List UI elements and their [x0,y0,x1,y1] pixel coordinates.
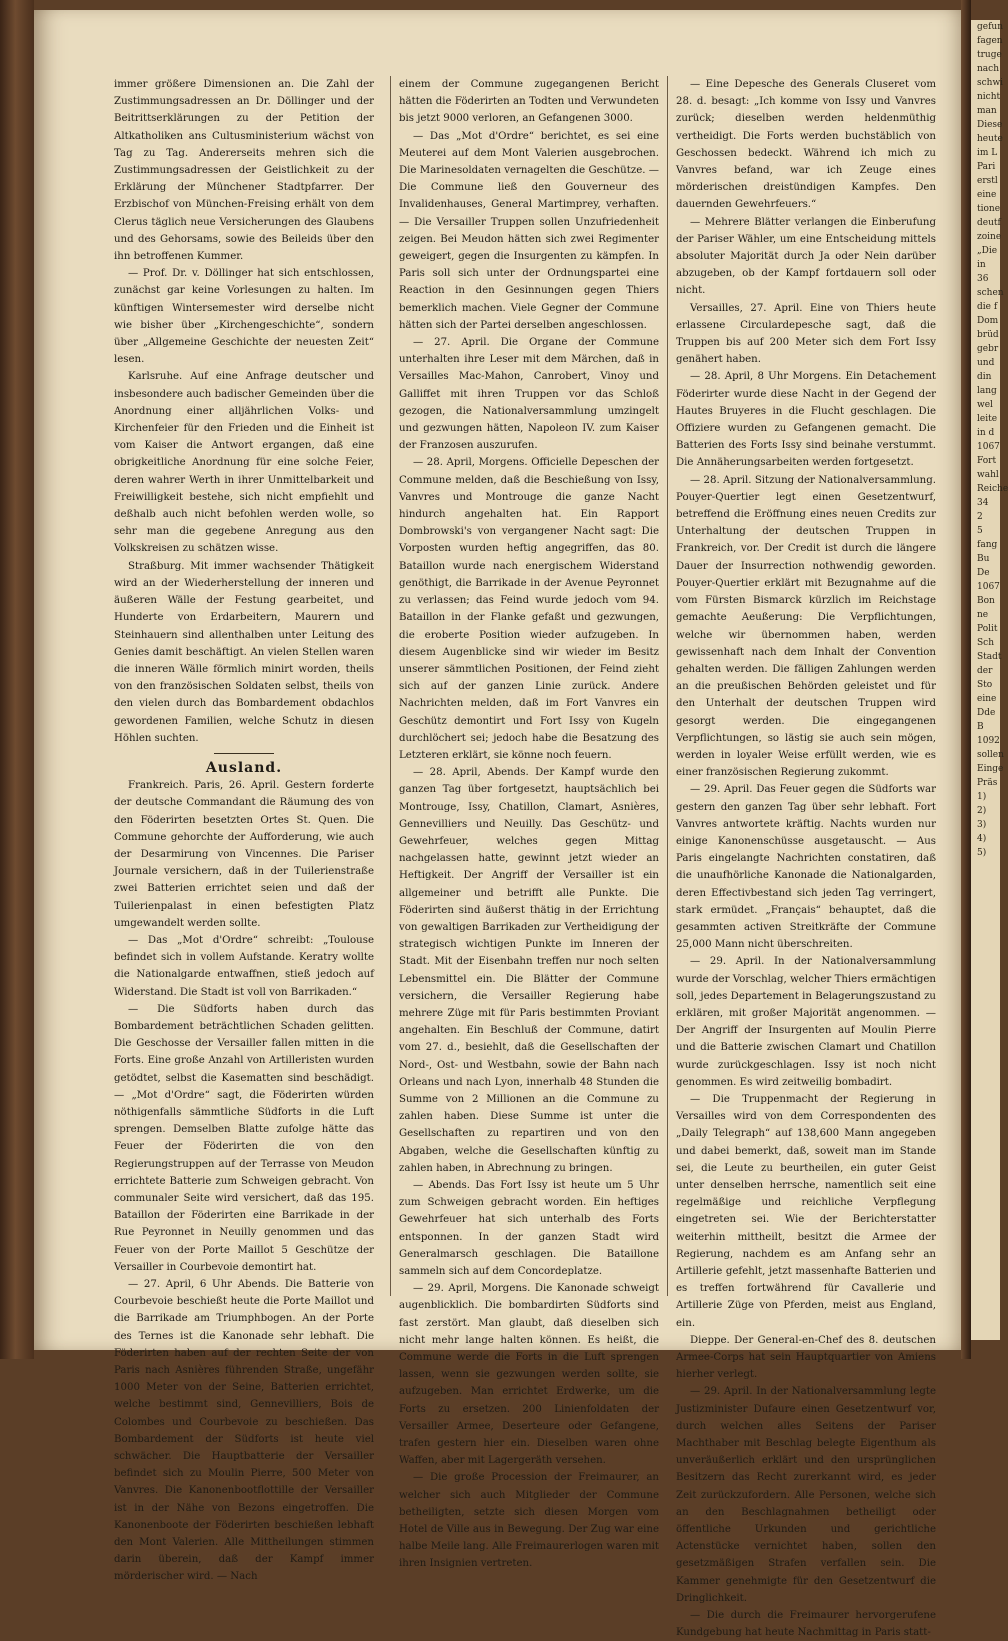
adjacent-page-fragment: Einge [977,764,1004,774]
adjacent-page-fragment: gebr [977,344,999,354]
adjacent-page-fragment: Pari [977,162,996,172]
divider [214,753,274,754]
paragraph: Frankreich. Paris, 26. April. Gestern forderte der deutsche Commandant die Räumung des von den Föderirten besetzten Ortes St. Quen. Die Commune gehorchte der Aufforderung, wie auch der Desarmirung von Vincennes. Die Pariser Journale versichern, daß in der Tuilerienstraße zwei Batterien errichtet seien und daß der Tuilerienpalast in einen befestigten Platz umgewandelt werden sollte. [114,780,374,929]
newspaper-page [34,10,961,1639]
paragraph: — 29. April. In der Nationalversammlung legte Justizminister Dufaure einen Gesetzentwurf vor, durch welchen alles Seitens der Pariser Machthaber mit Beschlag belegte Eigenthum als unveräußerlich erklärt und den ursprünglichen Besitzern das Recht zurerkannt wird, es jeder Zeit zurückzufordern. Alle Personen, welche sich an den Beschlagnahmen betheiligt oder öffentliche Urkunden und gerichtliche Actenstücke vernichtet haben, sollen den gesetzmäßigen Strafen verfallen sein. Die Kammer genehmigte für den Gesetzentwurf die Dringlichkeit. [676,1386,936,1604]
adjacent-page-fragment: 5 [977,526,983,536]
adjacent-page-fragment: 5) [977,848,987,858]
adjacent-page-fragment: gefun [977,22,1004,32]
adjacent-page-fragment: brüd [977,330,999,340]
paragraph: — 27. April. Die Organe der Commune unterhalten ihre Leser mit dem Märchen, daß in Versailles Mac-Mahon, Canrobert, Vinoy und Galliffet mit ihren Truppen vor das Schloß gezogen, die Nationalversammlung umzingelt und gezwungen hätten, Napoleon IV. zum Kaiser der Franzosen auszurufen. [399,337,659,452]
adjacent-page-fragment: schen [977,288,1004,298]
adjacent-page-fragment: Stadt [977,652,1002,662]
paragraph: — 28. April, Abends. Der Kampf wurde den ganzen Tag über fortgesetzt, hauptsächlich bei Montrouge, Issy, Chatillon, Clamart, Asnières, Gennevilliers und Neuilly. Das Geschütz- und Gewehrfeuer, welches gegen Mittag nachgelassen hatte, gewinnt jetzt wieder an Heftigkeit. Der Angriff der Versailler ist ein allgemeiner und betrifft alle Punkte. Die Föderirten sind äußerst thätig in der Errichtung von gewaltigen Barrikaden zur Vertheidigung der strategisch wichtigen Punkte im Inneren der Stadt. Mit der Eisenbahn treffen nur noch selten Lebensmittel ein. Die Blätter der Commune versichern, die Versailler Regierung habe mehrere Züge mit für Paris bestimmten Proviant angehalten. Ein Beschluß der Commune, datirt vom 27. d., besiehlt, daß die Gesellschaften der Nord-, Ost- und Westbahn, sowie der Bahn nach Orleans und nach Lyon, innerhalb 48 Stunden die Summe von 2 Millionen an die Commune zu zahlen haben. Diese Summe ist unter die Gesellschaften zu repartiren und von den Abgaben, welche die Gesellschaften künftig zu zahlen haben, in Abrechnung zu bringen. [399,767,659,1174]
paragraph: — 29. April, Morgens. Die Kanonade schweigt augenblicklich. Die bombardirten Südforts sind fast zerstört. Man glaubt, daß dieselben sich nicht mehr lange halten können. Es heißt, die Commune werde die Forts in die Luft sprengen lassen, wenn sie gezwungen werden sollte, sie aufzugeben. Man errichtet Erdwerke, um die Forts zu ersetzen. 200 Linienfoldaten der Versailler Armee, Deserteure oder Gefangene, trafen gestern hier ein. Dieselben waren ohne Waffen, aber mit Lagergeräth versehen. [399,1283,659,1467]
adjacent-page-fragment: und [977,358,995,368]
adjacent-page-fragment: nach [977,64,999,74]
column-3 [676,76,936,1639]
adjacent-page-fragment: tione [977,204,1001,214]
adjacent-page-fragment: Präs [977,778,998,788]
adjacent-page-fragment: 36 [977,274,989,284]
adjacent-page-fragment: nicht [977,92,1001,102]
column-rule [390,76,391,1296]
paragraph: Dieppe. Der General-en-Chef des 8. deutschen Armee-Corps hat sein Hauptquartier von Amiens hierher verlegt. [676,1334,936,1381]
paragraph: — Abends. Das Fort Issy ist heute um 5 Uhr zum Schweigen gebracht worden. Ein heftiges Gewehrfeuer hat sich unterhalb des Forts entsponnen. In der ganzen Stadt wird Generalmarsch geschlagen. Die Bataillone sammeln sich auf dem Concordeplatze. [399,1180,659,1278]
paragraph: — Die durch die Freimaurer hervorgerufene Kundgebung hat heute Nachmittag in Paris statt- [676,1610,936,1639]
adjacent-page-fragment: Sto [977,680,993,690]
adjacent-page-fragment: im L [977,148,998,158]
adjacent-page-fragment: Diese [977,120,1003,130]
paragraph: immer größere Dimensionen an. Die Zahl der Zustimmungsadressen an Dr. Döllinger und der Beitrittserklärungen zu der Petition der Altkatholiken ans Cultusministerium wächst von Tag zu Tag. Andererseits mehren sich die Zustimmungsadressen der Geistlichkeit zu der Erklärung der Münchener Stadtpfarrer. Der Erzbischof von München-Freising erhält von dem Clerus täglich neue Versicherungen des Glaubens und des Gehorsams, sowie des Beileids über den ihn betroffenen Kummer. [114,79,374,263]
paragraph: Karlsruhe. Auf eine Anfrage deutscher und insbesondere auch badischer Gemeinden über die Anordnung einer alljährlichen Volks- und Kirchenfeier für den Frieden und die Einheit ist vom Kaiser die Antwort ergangen, daß eine obrigkeitliche Anordnung für eine solche Feier, deren wahrer Werth in ihrer Unmittelbarkeit und Freiwilligkeit bestehe, sich nicht empfiehlt und deßhalb auch nicht befohlen werden wolle, so sehr man die gegebene Anregung aus den Volkskreisen zu schätzen wisse. [114,371,374,555]
adjacent-page-fragment: 4) [977,834,987,844]
adjacent-page-fragment: ne [977,610,989,620]
paragraph: — Eine Depesche des Generals Cluseret vom 28. d. besagt: „Ich komme von Issy und Vanvres zurück; dieselben werden heldenmüthig vertheidigt. Die Forts werden buchstäblich von Geschossen bedeckt. Während ich mich zu Vanvres befand, war ich Zeuge eines mörderischen dreistündigen Kampfes. Den dauernden Gewehrfeuers.“ [676,79,936,211]
adjacent-page-fragment: die f [977,302,998,312]
paragraph: — Das „Mot d'Ordre“ berichtet, es sei eine Meuterei auf dem Mont Valerien ausgebrochen. Die Marinesoldaten vernagelten die Geschütze. — Die Commune ließ den Gouverneur des Invalidenhauses, General Martimprey, verhaften. — Die Versailler Truppen sollen Unzufriedenheit zeigen. Bei Meudon hätten sich zwei Regimenter geweigert, gegen die Insurgenten zu kämpfen. In Paris soll sich unter der Ordnungspartei eine Reaction in den Gesinnungen gegen Thiers bemerklich machen. Viele Gegner der Commune hätten sich der Partei derselben angeschlossen. [399,130,659,331]
paragraph: einem der Commune zugegangenen Bericht hätten die Föderirten an Todten und Verwundeten bis jetzt 9000 verloren, an Gefangenen 3000. [399,79,659,125]
adjacent-page-fragment: 1067 [977,442,1000,452]
adjacent-page-fragment: Reiche [977,484,1008,494]
section-title: Ausland. [205,759,283,776]
adjacent-page-fragment: „Die [977,246,998,256]
adjacent-page-fragment: fang [977,540,998,550]
adjacent-page-fragment: Polit [977,624,998,634]
adjacent-page-edge [971,20,1008,1340]
page-gutter [961,0,971,1359]
column-2 [399,76,659,1570]
adjacent-page-fragment: 1) [977,792,987,802]
adjacent-page-fragment: truge [977,50,1002,60]
adjacent-page-fragment: 2 [977,512,983,522]
paragraph: — Die Truppenmacht der Regierung in Versailles wird von dem Correspondenten des „Daily Telegraph“ auf 138,600 Mann angegeben und dabei bemerkt, daß, soweit man im Stande sei, die Leute zu beurtheilen, ein guter Geist unter denselben herrsche, namentlich seit eine regelmäßige und reichliche Verpflegung eingetreten sei. Wie der Berichterstatter weiterhin mittheilt, besitzt die Armee der Regierung, nachdem es am Anfang sehr an Artillerie gefehlt, jetzt massenhafte Batterien und es treffen fortwährend für Cavallerie und Artillerie Züge von Pferden, meist aus England, ein. [676,1093,936,1329]
adjacent-page-fragment: 34 [977,498,989,508]
paragraph: Straßburg. Mit immer wachsender Thätigkeit wird an der Wiederherstellung der inneren und äußeren Wälle der Festung gearbeitet, und Hunderte von Erdarbeitern, Maurern und Steinhauern sind allenthalben unter Leitung des Genies damit beschäftigt. An vielen Stellen waren die inneren Wälle förmlich minirt worden, theils von den französischen Soldaten selbst, theils von den vielen durch das Bombardement obdachlos gewordenen Familien, welche Schutz in diesen Höhlen suchten. [114,560,374,744]
adjacent-page-fragment: lang [977,386,997,396]
paragraph: — 28. April. Sitzung der Nationalversammlung. Pouyer-Quertier legt einen Gesetzentwurf, betreffend die Eröffnung eines neuen Credits zur Unterhaltung der deutschen Truppen in Frankreich, vor. Der Credit ist durch die längere Dauer der Insurrection nothwendig geworden. Pouyer-Quertier erklärt mit Bezugnahme auf die vom Fürsten Bismarck kürzlich im Reichstage gemachte Aeußerung: Die Verpflichtungen, welche wir übernommen haben, werden gewissenhaft nach dem Inhalt der Convention gehalten werden. Die fälligen Zahlungen werden an die preußischen Behörden geleistet und für den Unterhalt der deutschen Truppen wird gesorgt werden. Die eingegangenen Verpflichtungen, so lästig sie auch sein mögen, werden in loyaler Weise erfüllt werden, wie es einer französischen Regierung zukommt. [676,474,936,779]
paragraph: — Das „Mot d'Ordre“ schreibt: „Toulouse befindet sich in vollem Aufstande. Keratry wollte die Nationalgarde entwaffnen, stieß jedoch auf Widerstand. Die Stadt ist voll von Barrikaden.“ [114,934,374,998]
adjacent-page-fragment: 2) [977,806,987,816]
adjacent-page-fragment: in d [977,428,995,438]
adjacent-page-fragment: man [977,106,997,116]
adjacent-page-fragment: din [977,372,992,382]
adjacent-page-fragment: B [977,722,984,732]
adjacent-page-fragment: zoine [977,232,1002,242]
adjacent-page-fragment: schwi [977,78,1004,88]
adjacent-page-fragment: eine [977,694,997,704]
adjacent-page-fragment: Bon [977,596,995,606]
paragraph: — 28. April, Morgens. Officielle Depeschen der Commune melden, daß die Beschießung von Issy, Vanvres und Montrouge die ganze Nacht hindurch angehalten hat. Ein Rapport Dombrowski's von vergangener Nacht sagt: Die Vorposten wurden heftig angegriffen, das 80. Bataillon wurde nach energischem Widerstand genöthigt, die Barrikade in der Avenue Peyronnet zu verlassen; das Feind wurde jedoch vom 94. Bataillon in der Flanke gefaßt und gezwungen, die eroberte Position wieder aufzugeben. In diesem Augenblicke sind wir wieder im Besitz unserer sämmtlichen Positionen, der Feind zieht sich auf der ganzen Linie zurück. Andere Nachrichten melden, daß im Fort Vanvres ein Geschütz demontirt und Fort Issy von Kugeln durchlöchert sei; jedoch habe die Besatzung des Letzteren erklärt, sie könne noch feuern. [399,457,659,761]
adjacent-page-fragment: in [977,260,986,270]
adjacent-page-fragment: Dom [977,316,999,326]
adjacent-page-fragment: wahl [977,470,999,480]
column-rule [667,76,668,1296]
adjacent-page-fragment: 1092 [977,736,1000,746]
adjacent-page-fragment: der [977,666,993,676]
adjacent-page-fragment: Bu [977,554,990,564]
paragraph: — Die große Procession der Freimaurer, an welcher sich auch Mitglieder der Commune betheiligten, setzte sich diesen Morgen vom Hotel de Ville aus in Bewegung. Der Zug war eine halbe Meile lang. Alle Freimaurerlogen waren mit ihren Insignien vertreten. [399,1472,659,1570]
adjacent-page-fragment: Fort [977,456,997,466]
adjacent-page-fragment: fagen [977,36,1003,46]
book-binding [0,0,34,1359]
paragraph: Versailles, 27. April. Eine von Thiers heute erlassene Circulardepesche sagt, daß die Truppen bis auf 200 Meter sich dem Fort Issy genähert haben. [676,302,936,366]
adjacent-page-fragment: sollen [977,750,1004,760]
paragraph: — 28. April, 8 Uhr Morgens. Ein Detachement Föderirter wurde diese Nacht in der Gegend der Hautes Bruyeres in die Flucht geschlagen. Die Offiziere wurden zu Gefangenen gemacht. Die Batterien des Forts Issy sind beinahe verstummt. Die Annäherungsarbeiten werden fortgesetzt. [676,371,936,469]
paragraph: — Die Südforts haben durch das Bombardement beträchtlichen Schaden gelitten. Die Geschosse der Versailler fallen mitten in die Forts. Eine große Anzahl von Artilleristen wurden getödtet, selbst die Kasematten sind beschädigt. — „Mot d'Ordre“ sagt, die Föderirten würden nöthigenfalls sämmtliche Südforts in die Luft sprengen. Demselben Blatte zufolge hätte das Feuer der Föderirten die von den Regierungstruppen auf der Terrasse von Meudon errichtete Batterie zum Schweigen gebracht. Von communaler Seite wird versichert, daß das 195. Bataillon der Föderirten eine Barrikade in der Rue Peyronnet in Neuilly genommen und das Feuer von der Porte Maillot 5 Geschütze der Versailler in Courbevoie demontirt hat. [114,1003,374,1273]
adjacent-page-fragment: 1067 [977,582,1000,592]
adjacent-page-fragment: Dde [977,708,996,718]
adjacent-page-fragment: Sch [977,638,995,648]
adjacent-page-fragment: 3) [977,820,987,830]
adjacent-page-fragment: heute [977,134,1003,144]
adjacent-page-fragment: deutf [977,218,1001,228]
adjacent-page-fragment: leite [977,414,998,424]
paragraph: — 27. April, 6 Uhr Abends. Die Batterie von Courbevoie beschießt heute die Porte Maillot und die Barrikade am Triumphbogen. An der Porte des Ternes ist die Kanonade sehr lebhaft. Die Föderirten haben auf der rechten Seite der von Paris nach Asnières führenden Straße, ungefähr 1000 Meter von der Seine, Batterien errichtet, welche bestimmt sind, Gennevilliers, Bois de Colombes und Courbevoie zu beschießen. Das Bombardement der Südforts ist heute viel schwächer. Die Hauptbatterie der Versailler befindet sich zu Moulin Pierre, 500 Meter von Vanvres. Die Kanonenbootflottille der Versailler ist in der Nähe von Bezons eingetroffen. Die Kanonenboote der Föderirten beschießen lebhaft den Mont Valerien. Alle Mittheilungen stimmen darin überein, daß der Kampf immer mörderischer wird. — Nach [114,1279,374,1583]
paragraph: — Prof. Dr. v. Döllinger hat sich entschlossen, zunächst gar keine Vorlesungen zu halten. Im künftigen Wintersemester wird derselbe nicht wie bisher über „Kirchengeschichte“, sondern über „Allgemeine Geschichte der neuesten Zeit“ lesen. [114,268,374,366]
adjacent-page-fragment: wel [977,400,993,410]
paragraph: — Mehrere Blätter verlangen die Einberufung der Pariser Wähler, um eine Entscheidung mittels absoluter Majorität durch Ja oder Nein darüber abzugeben, ob der Kampf fortdauern soll oder nicht. [676,216,936,297]
paragraph: — 29. April. Das Feuer gegen die Südforts war gestern den ganzen Tag über sehr lebhaft. Fort Vanvres antwortete kräftig. Nachts wurden nur einige Kanonenschüsse ausgetauscht. — Aus Paris eingelangte Nachrichten constatiren, daß die unaufhörliche Kanonade die Nationalgarden, deren Effectivbestand sich jeden Tag verringert, stark ermüdet. „Français“ behauptet, daß die gesammten activen Streitkräfte der Commune 25,000 Mann nicht überschreiten. [676,784,936,951]
adjacent-page-fragment: eine [977,190,997,200]
paragraph: — 29. April. In der Nationalversammlung wurde der Vorschlag, welcher Thiers ermächtigen soll, jedes Departement in Belagerungszustand zu erklären, mit großer Majorität angenommen. — Der Angriff der Insurgenten auf Moulin Pierre und die Batterie zwischen Clamart und Chatillon wurde zurückgeschlagen. Issy ist noch nicht genommen. Es wird zeitweilig bombadirt. [676,956,936,1088]
adjacent-page-fragment: erstl [977,176,998,186]
column-1 [114,76,374,1583]
adjacent-page-fragment: De [977,568,990,578]
